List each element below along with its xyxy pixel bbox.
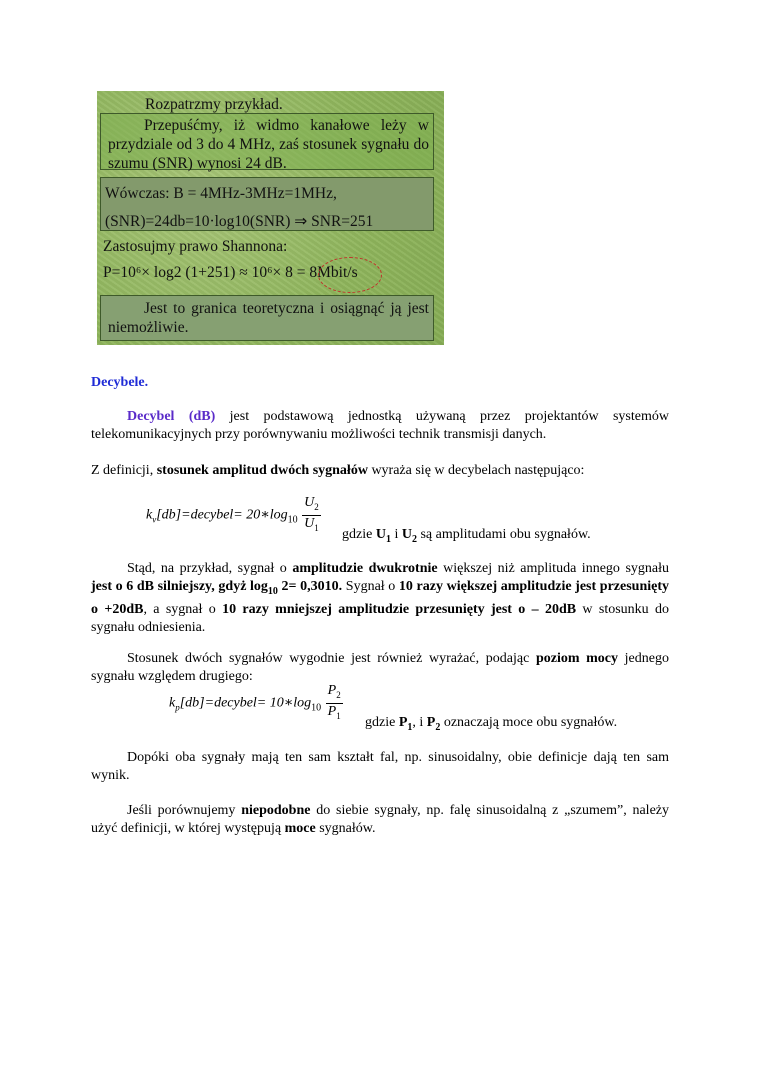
paragraph-text: Jeśli porównujemy <box>127 803 242 818</box>
p1-symbol: P <box>398 715 408 730</box>
paragraph-dissimilar-signals <box>91 802 669 838</box>
fraction-denominator: U <box>304 515 315 531</box>
equation-symbol: k <box>169 695 176 711</box>
paragraph-text: do siebie sygnały, np. falę sinusoidalną z „szumem”, należy użyć definicji, w której występują <box>91 803 669 836</box>
bold-phrase: niepodobne <box>241 803 311 818</box>
bold-phrase: jest o 6 dB silniejszy, gdyż log <box>91 579 268 594</box>
paragraph-text: w stosunku do sygnału odniesienia. <box>91 601 669 635</box>
equation-body: [db]=decybel= 10∗log <box>179 695 312 711</box>
bold-phrase: stosunek amplitud dwóch sygnałów <box>156 463 368 478</box>
note-text: oznaczają moce obu sygnałów. <box>440 715 618 730</box>
bold-phrase: 10 razy większej amplitudzie jest przesunięty o +20dB <box>91 579 669 617</box>
note-text: , i <box>412 715 427 730</box>
denominator-subscript: 1 <box>336 710 341 721</box>
p2-subscript: 2 <box>435 721 441 733</box>
power-equation-note <box>365 714 617 737</box>
power-fraction <box>326 683 343 724</box>
log-base: 10 <box>267 585 278 597</box>
bold-phrase: poziom mocy <box>535 651 619 666</box>
slide-shannon-formula: P=10⁶× log2 (1+251) ≈ 10⁶× 8 = 8Mbit/s <box>103 264 358 281</box>
p1-subscript: 1 <box>407 721 413 733</box>
fraction-denominator: P <box>327 703 337 719</box>
slide-conclusion-box <box>100 295 434 341</box>
example-slide-image <box>97 91 444 345</box>
bold-phrase: 2= 0,3010. <box>277 579 343 594</box>
paragraph-decibel-definition <box>91 408 669 444</box>
paragraph-text: Stosunek dwóch sygnałów wygodnie jest również wyrażać, podając <box>127 651 536 666</box>
decibel-term: Decybel (dB) <box>127 409 216 424</box>
note-text: gdzie <box>342 527 376 542</box>
note-text: są amplitudami obu sygnałów. <box>416 527 591 542</box>
paragraph-text: Stąd, na przykład, sygnał o <box>127 561 293 576</box>
amplitude-decibel-equation <box>146 495 322 536</box>
equation-symbol: k <box>146 507 153 523</box>
denominator-subscript: 1 <box>314 522 319 533</box>
log-base: 10 <box>287 514 298 526</box>
slide-problem-text: Przepuśćmy, iż widmo kanałowe leży w przydziale od 3 do 4 MHz, zaś stosunek sygnału do szumu (SNR) wynosi 24 dB. <box>108 117 429 172</box>
note-text: i <box>390 527 402 542</box>
u2-subscript: 2 <box>411 533 417 545</box>
paragraph-power-level <box>91 650 669 686</box>
p2-symbol: P <box>426 715 436 730</box>
u1-symbol: U <box>375 527 386 542</box>
paragraph-text: większej niż amplituda innego sygnału <box>437 561 669 576</box>
paragraph-amplitude-ratio <box>91 462 669 480</box>
u2-symbol: U <box>401 527 412 542</box>
equation-subscript: v <box>152 514 157 525</box>
amplitude-fraction <box>302 495 321 536</box>
slide-calculation-box <box>100 177 434 231</box>
paragraph-text: sygnałów. <box>315 821 376 836</box>
paragraph-text: jednego sygnału względem drugiego: <box>91 651 669 684</box>
equation-subscript: p <box>175 702 180 713</box>
paragraph-text: Z definicji, <box>91 463 157 478</box>
paragraph-text: Sygnał o <box>342 579 399 594</box>
log-base: 10 <box>311 702 322 714</box>
paragraph-text: wyraża się w decybelach następująco: <box>367 463 585 478</box>
equation-body: [db]=decybel= 20∗log <box>156 507 288 523</box>
slide-bandwidth-line: Wówczas: B = 4MHz-3MHz=1MHz, <box>105 185 337 202</box>
paragraph-text: , a sygnał o <box>143 601 223 617</box>
paragraph-text: jest podstawową jednostką używaną przez projektantów systemów telekomunikacyjnych przy porównywaniu możliwości technik transmisji danych. <box>91 409 669 442</box>
slide-title: Rozpatrzmy przykład. <box>145 96 283 113</box>
fraction-numerator: U <box>304 495 315 510</box>
u1-subscript: 1 <box>385 533 391 545</box>
paragraph-amplitude-example <box>91 560 669 637</box>
power-decibel-equation <box>169 683 344 724</box>
fraction-numerator: P <box>327 683 337 698</box>
slide-conclusion-text: Jest to granica teoretyczna i osiągnąć ją jest niemożliwie. <box>108 300 429 336</box>
slide-shannon-label: Zastosujmy prawo Shannona: <box>103 238 288 255</box>
bold-phrase: moce <box>284 821 316 836</box>
bold-phrase: amplitudzie dwukrotnie <box>292 561 438 576</box>
section-heading: Decybele. <box>91 375 149 390</box>
amplitude-equation-note <box>342 526 591 549</box>
slide-snr-line: (SNR)=24db=10·log10(SNR) ⇒ SNR=251 <box>105 213 374 230</box>
numerator-subscript: 2 <box>314 501 319 512</box>
highlight-ellipse <box>318 257 382 293</box>
paragraph-same-shape: Dopóki oba sygnały mają ten sam kształt fal, np. sinusoidalny, obie definicje dają ten sam wynik. <box>91 750 669 783</box>
slide-problem-box <box>100 113 434 170</box>
bold-phrase: 10 razy mniejszej amplitudzie przesunięty jest o – 20dB <box>222 601 577 617</box>
note-text: gdzie <box>365 715 399 730</box>
numerator-subscript: 2 <box>336 689 341 700</box>
